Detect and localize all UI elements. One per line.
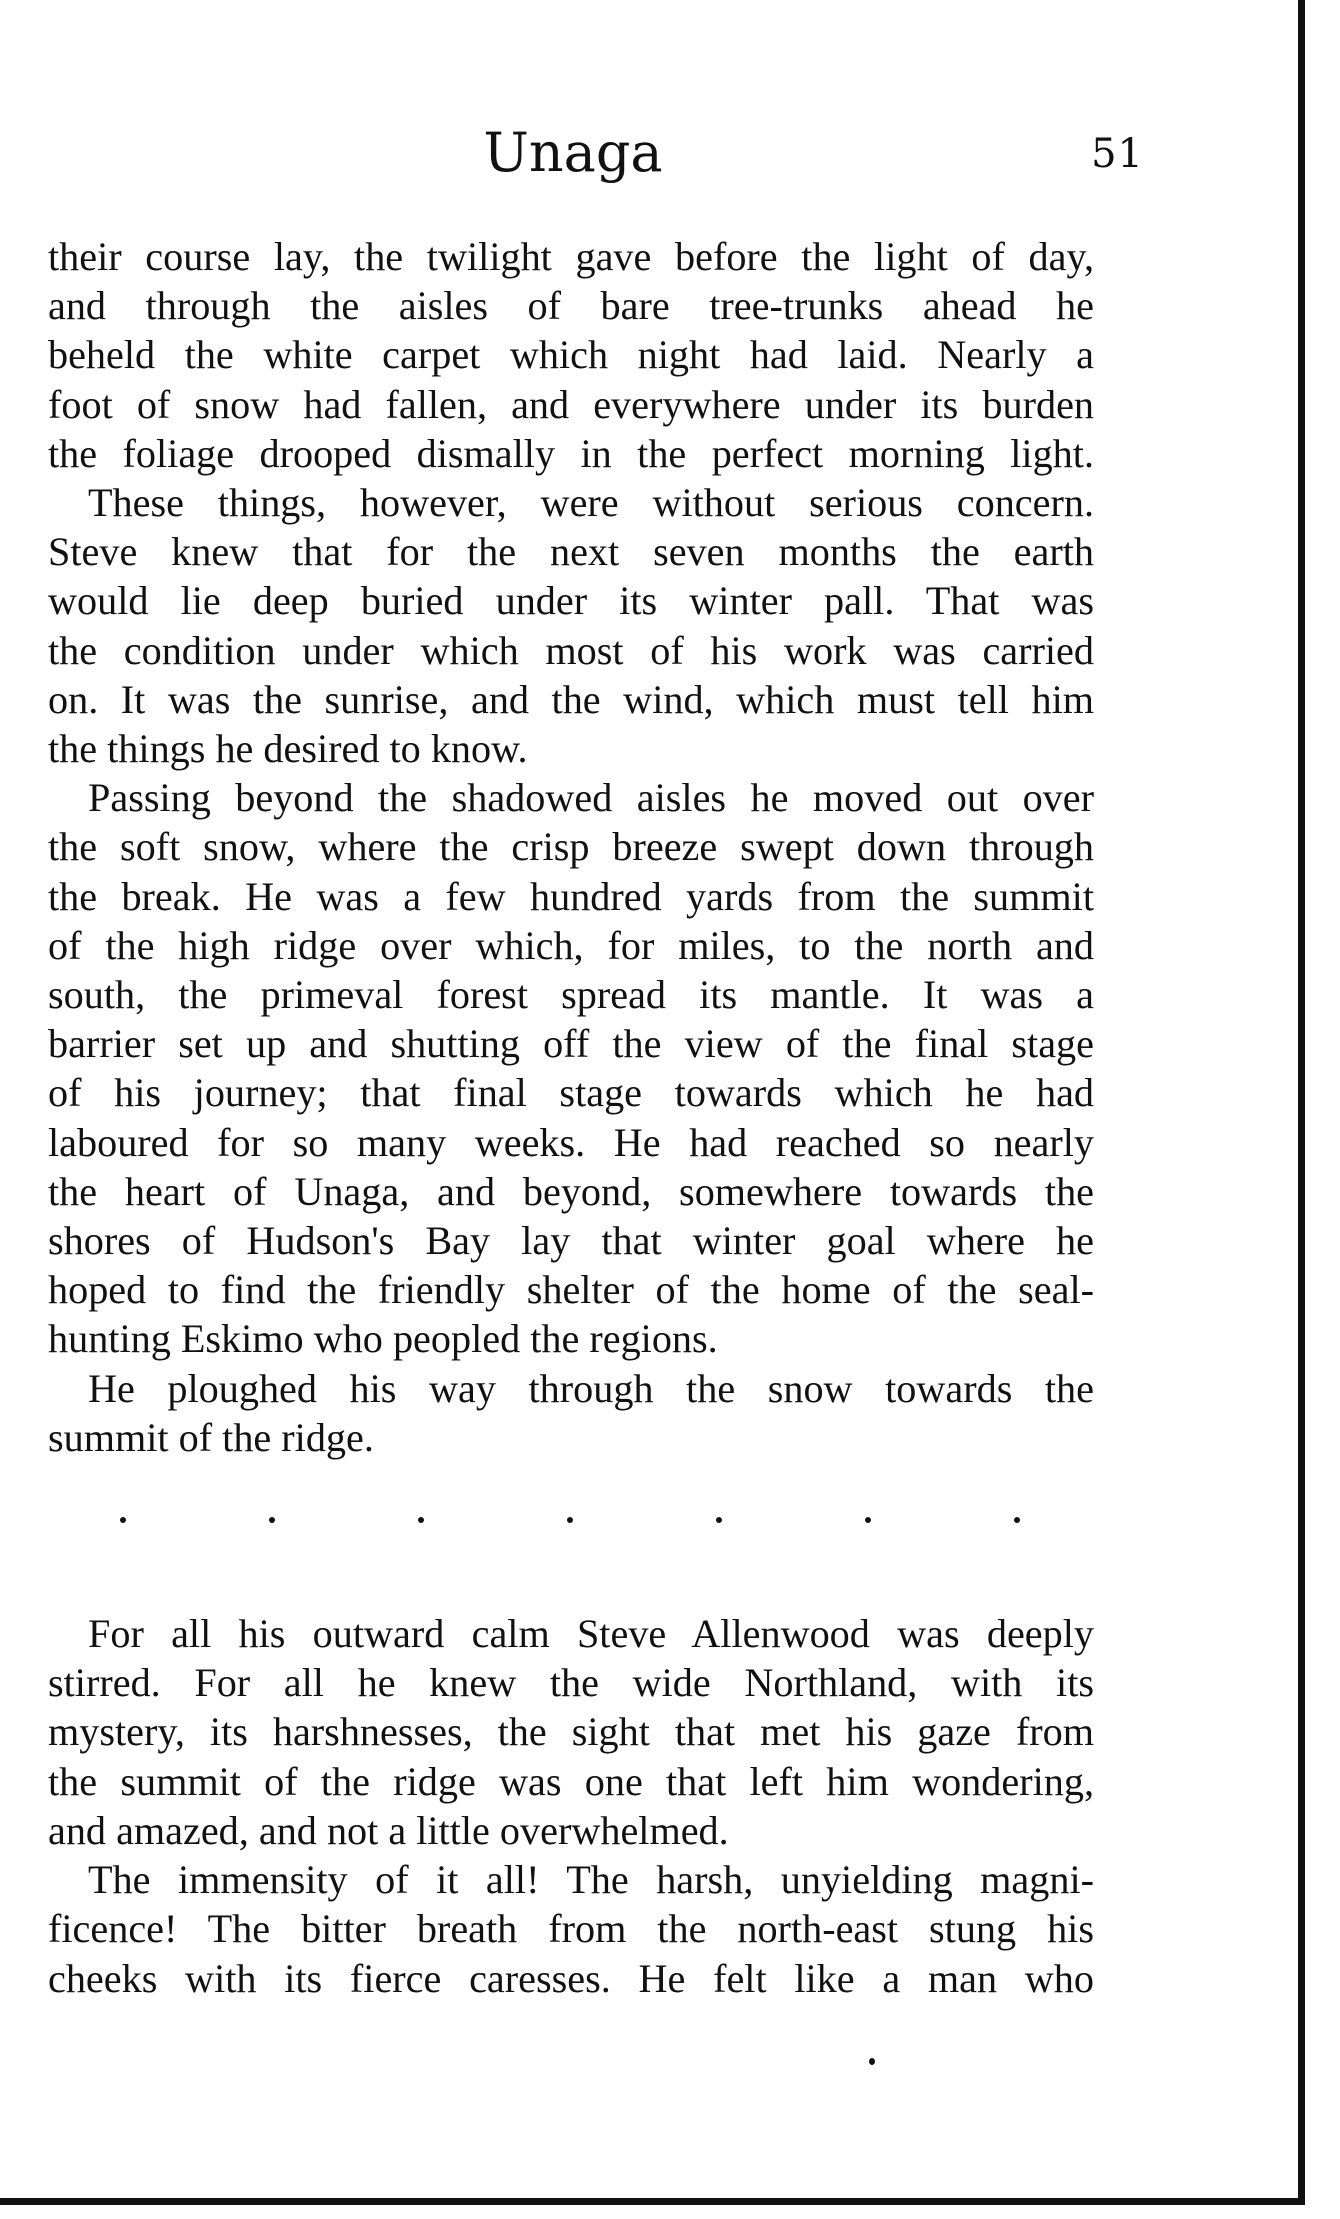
text-line: hunting Eskimo who peopled the regions. <box>48 1316 718 1362</box>
print-speck <box>869 2058 875 2065</box>
text-line: of his journey; that final stage towards which he had <box>48 1070 1094 1116</box>
text-line: the things he desired to know. <box>48 726 528 772</box>
separator-dot <box>1014 1517 1020 1523</box>
text-line: and through the aisles of bare tree-trunks ahead he <box>48 283 1094 329</box>
page-number: 51 <box>1091 131 1144 177</box>
text-line: their course lay, the twilight gave before the light of day, <box>48 234 1094 279</box>
text-line: would lie deep buried under its winter pall. That was <box>48 578 1094 624</box>
text-line: stirred. For all he knew the wide Northland, with its <box>48 1660 1094 1706</box>
paragraph <box>48 478 1094 773</box>
text-line: the foliage drooped dismally in the perfect morning light. <box>48 430 1094 476</box>
text-line: the break. He was a few hundred yards from the summit <box>48 873 1094 919</box>
text-line: barrier set up and shutting off the view of the final stage <box>48 1021 1094 1067</box>
text-line: Steve knew that for the next seven months the earth <box>48 529 1094 575</box>
text-line: shores of Hudson's Bay lay that winter goal where he <box>48 1218 1094 1264</box>
page-header <box>48 118 1144 198</box>
paragraph <box>48 773 1094 1363</box>
text-line: ficence! The bitter breath from the north-east stung his <box>48 1906 1094 1952</box>
text-line: the soft snow, where the crisp breeze swept down through <box>48 824 1094 870</box>
text-line: south, the primeval forest spread its mantle. It was a <box>48 972 1094 1018</box>
text-line: the condition under which most of his work was carried <box>48 627 1094 673</box>
body-text <box>48 232 1094 2003</box>
paragraph <box>48 232 1094 478</box>
text-line: the summit of the ridge was one that left him wondering, <box>48 1758 1094 1804</box>
text-line: and amazed, and not a little overwhelmed. <box>48 1807 729 1853</box>
separator-dot <box>269 1517 275 1523</box>
text-line: laboured for so many weeks. He had reached so nearly <box>48 1119 1094 1165</box>
page-edge-bottom <box>0 2198 1305 2205</box>
text-line: the heart of Unaga, and beyond, somewhere towards the <box>48 1168 1094 1214</box>
text-line: of the high ridge over which, for miles, to the north and <box>48 922 1094 968</box>
paragraph <box>48 1364 1094 1462</box>
text-line: summit of the ridge. <box>48 1414 374 1460</box>
page-edge-right <box>1298 0 1305 2200</box>
text-line: foot of snow had fallen, and everywhere under its burden <box>48 381 1094 427</box>
separator-dot <box>716 1517 722 1523</box>
text-line: mystery, its harshnesses, the sight that met his gaze from <box>48 1709 1094 1755</box>
text-line: The immensity of it all! The harsh, unyielding magni- <box>88 1857 1094 1903</box>
text-line: He ploughed his way through the snow towards the <box>88 1365 1094 1411</box>
separator-dot <box>865 1517 871 1523</box>
section-separator <box>120 1500 1020 1540</box>
separator-dot <box>567 1517 573 1523</box>
text-line: Passing beyond the shadowed aisles he moved out over <box>88 775 1094 821</box>
text-line: on. It was the sunrise, and the wind, which must tell him <box>48 676 1094 722</box>
text-line: For all his outward calm Steve Allenwood was deeply <box>88 1611 1094 1657</box>
paragraph <box>48 1855 1094 2003</box>
paragraph <box>48 1609 1094 1855</box>
text-line: hoped to find the friendly shelter of the home of the seal- <box>48 1267 1094 1313</box>
text-line: cheeks with its fierce caresses. He felt like a man who <box>48 1955 1094 2001</box>
text-line: beheld the white carpet which night had laid. Nearly a <box>48 332 1094 378</box>
text-line: These things, however, were without serious concern. <box>88 480 1094 526</box>
running-title: Unaga <box>483 121 663 184</box>
separator-dot <box>120 1517 126 1523</box>
separator-dot <box>418 1517 424 1523</box>
